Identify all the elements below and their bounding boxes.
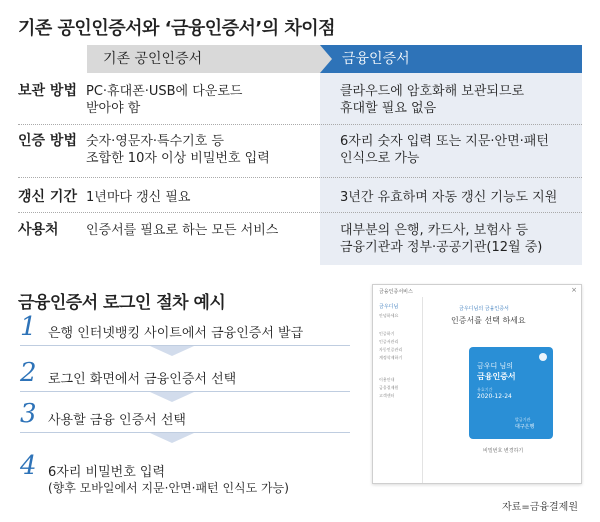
old-cert-cell: 숫자·영문자·특수기호 등 조합한 10자 이상 비밀번호 입력 [86,134,270,166]
step-subtext: (향후 모바일에서 지문·안면·패턴 인식도 가능) [48,481,289,495]
close-icon[interactable]: × [571,286,577,294]
login-steps-title: 금융인증서 로그인 절차 예시 [18,293,226,313]
card-owner: 금우디 님의 [477,362,514,370]
down-arrow-icon [150,346,194,356]
sidebar-item[interactable]: 금융결제원 [379,385,399,390]
cert-select-window [372,284,582,484]
comparison-title: 기존 공인인증서와 ‘금융인증서’의 차이점 [18,18,336,39]
window-title: 금융인증서비스 [379,289,413,295]
step-item [20,451,350,495]
cert-card[interactable] [469,347,553,439]
row-label: 갱신 기간 [18,189,77,205]
financial-cert-cell: 3년간 유효하며 자동 갱신 기능도 지원 [340,190,558,205]
row-divider [18,212,582,213]
row-divider [18,177,582,178]
step-text: 사용할 금융 인증서 선택 [48,413,186,428]
sidebar-item: 안녕하세요 [379,313,399,318]
old-cert-cell: PC·휴대폰·USB에 다운로드 받아야 함 [86,84,243,116]
financial-cert-cell: 6자리 숫자 입력 또는 지문·안면·패턴 인식으로 가능 [340,134,549,166]
down-arrow-icon [150,433,194,443]
sidebar-item[interactable]: 이용안내 [379,377,395,382]
window-subheading: 금우디님의 금융인증서 [459,306,509,312]
old-cert-cell: 인증서를 필요로 하는 모든 서비스 [86,223,279,238]
sidebar-user-name: 금우디님 [379,304,399,310]
financial-cert-cell: 클라우드에 암호화해 보관되므로 휴대할 필요 없음 [340,84,525,116]
down-arrow-icon [150,392,194,402]
sidebar-item[interactable]: 자동인증관리 [379,347,403,352]
card-date-label: 유효기간 [477,387,493,392]
sidebar-item[interactable]: 인증서관리 [379,339,399,344]
sidebar-item[interactable]: 계정삭제하기 [379,355,403,360]
financial-cert-cell: 대부분의 은행, 카드사, 보험사 등 금융기관과 정부·공공기관(12월 중) [340,223,543,255]
row-label: 인증 방법 [18,133,77,149]
window-sidebar [373,297,423,483]
step-number: 3 [20,399,37,429]
sidebar-item[interactable]: 인증하기 [379,331,395,336]
header-financial-cert: 금융인증서 [320,45,582,73]
header-arrow-icon [320,45,332,73]
card-org-label: 발급기관 [515,417,531,422]
step-item [20,399,350,433]
step-text: 6자리 비밀번호 입력 [48,465,165,480]
step-number: 4 [20,451,37,481]
sidebar-item[interactable]: 고객센터 [379,393,395,398]
card-title: 금융인증서 [477,372,516,381]
card-org: 대구은행 [515,424,535,430]
star-icon [539,353,547,361]
change-password-link[interactable]: 비밀번호 변경하기 [483,448,524,454]
row-divider [18,124,582,125]
step-text: 은행 인터넷뱅킹 사이트에서 금융인증서 발급 [48,326,304,341]
step-text: 로그인 화면에서 금융인증서 선택 [48,372,237,387]
step-number: 2 [20,358,37,388]
header-old-cert: 기존 공인인증서 [87,45,330,73]
step-item [20,312,350,346]
row-label: 보관 방법 [18,83,77,99]
old-cert-cell: 1년마다 갱신 필요 [86,190,191,205]
card-date: 2020-12-24 [477,393,512,400]
source-credit: 자료=금융결제원 [502,502,578,513]
step-item [20,358,350,392]
row-label: 사용처 [18,222,59,238]
window-heading: 인증서를 선택 하세요 [451,316,526,325]
step-number: 1 [20,312,37,342]
